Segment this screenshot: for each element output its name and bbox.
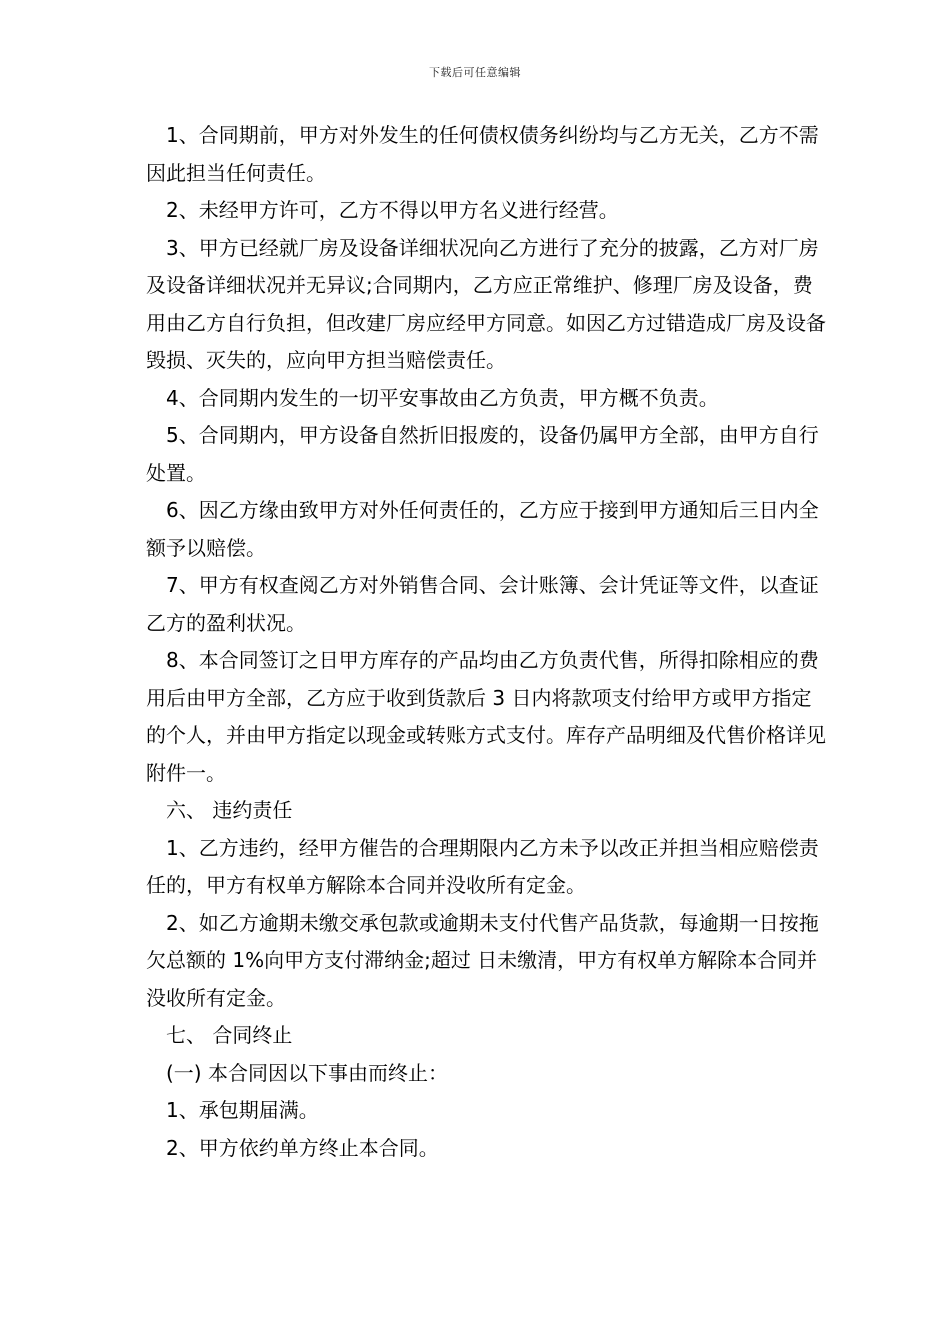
clause-2-name-usage: 2、未经甲方许可，乙方不得以甲方名义进行经营。 xyxy=(166,198,619,222)
page-header-note: 下载后可任意编辑 xyxy=(429,66,521,79)
clause-5-depreciation: 5、合同期内，甲方设备自然折旧报废的，设备仍属甲方全部，由甲方自行处置。 xyxy=(146,423,819,485)
clause-6-liability: 6、因乙方缘由致甲方对外任何责任的，乙方应于接到甲方通知后三日内全额予以赔偿。 xyxy=(146,498,819,560)
section-heading-termination: 七、 合同终止 xyxy=(166,1023,293,1047)
section-heading-breach: 六、 违约责任 xyxy=(166,798,293,822)
clause-7-audit-rights: 7、甲方有权查阅乙方对外销售合同、会计账簿、会计凭证等文件，以查证乙方的盈利状况。 xyxy=(146,573,819,635)
breach-clause-2: 2、如乙方逾期未缴交承包款或逾期未支付代售产品货款，每逾期一日按拖欠总额的 1%向甲方支付滞纳金;超过 日未缴清，甲方有权单方解除本合同并没收所有定金。 xyxy=(146,910,819,1010)
clause-1-prior-debts: 1、合同期前，甲方对外发生的任何债权债务纠纷均与乙方无关，乙方不需因此担当任何责任。 xyxy=(146,123,819,185)
document-body xyxy=(146,117,826,1167)
clause-4-safety: 4、合同期内发生的一切平安事故由乙方负责，甲方概不负责。 xyxy=(166,385,719,410)
breach-clause-1: 1、乙方违约，经甲方催告的合理期限内乙方未予以改正并担当相应赔偿责任的，甲方有权单方解除本合同并没收所有定金。 xyxy=(146,835,819,897)
clause-3-facility-disclosure: 3、甲方已经就厂房及设备详细状况向乙方进行了充分的披露，乙方对厂房及设备详细状况并无异议;合同期内，乙方应正常维护、修理厂房及设备，费用由乙方自行负担，但改建厂房应经甲方同意。如因乙方过错造成厂房及设备毁损、灭失的，应向甲方担当赔偿责任。 xyxy=(146,235,826,372)
termination-item-1: 1、承包期届满。 xyxy=(166,1098,319,1122)
termination-item-2: 2、甲方依约单方终止本合同。 xyxy=(166,1135,439,1160)
clause-8-inventory-consignment: 8、本合同签订之日甲方库存的产品均由乙方负责代售，所得扣除相应的费用后由甲方全部，乙方应于收到货款后 3 日内将款项支付给甲方或甲方指定的个人，并由甲方指定以现金或转账方式支付。库存产品明细及代售价格详见附件一。 xyxy=(146,648,826,785)
termination-subheading: (一) 本合同因以下事由而终止： xyxy=(166,1060,448,1085)
